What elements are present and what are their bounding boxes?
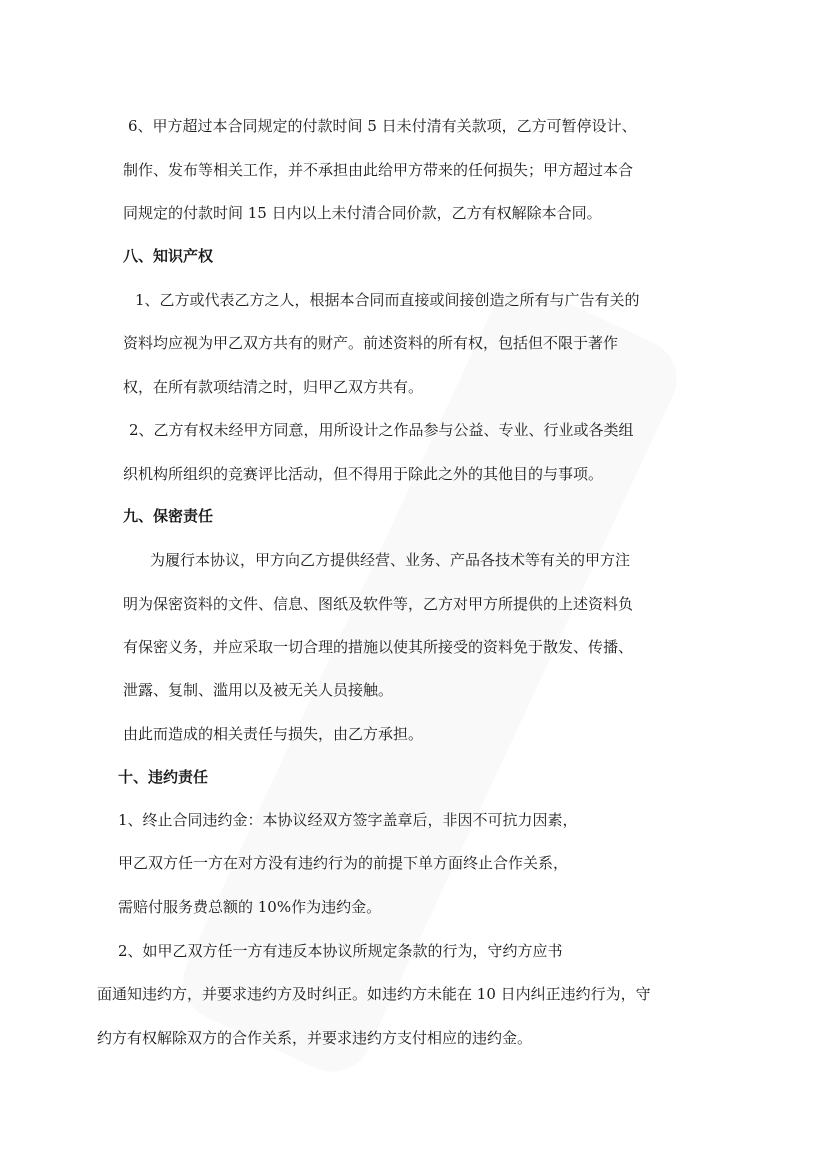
paragraph-line: 1、乙方或代表乙方之人，根据本合同而直接或间接创造之所有与广告有关的 bbox=[135, 291, 640, 309]
paragraph-line: 织机构所组织的竞赛评比活动，但不得用于除此之外的其他目的与事项。 bbox=[123, 465, 604, 483]
paragraph-line: 甲乙双方任一方在对方没有违约行为的前提下单方面终止合作关系， bbox=[118, 854, 569, 872]
paragraph-line: 2、如甲乙双方任一方有违反本协议所规定条款的行为，守约方应书 bbox=[118, 942, 563, 960]
paragraph-line: 2、乙方有权未经甲方同意，用所设计之作品参与公益、专业、行业或各类组 bbox=[129, 421, 634, 439]
paragraph-line: 约方有权解除双方的合作关系，并要求违约方支付相应的违约金。 bbox=[97, 1029, 533, 1047]
section-heading-ip: 八、知识产权 bbox=[123, 247, 214, 265]
paragraph-line: 1、终止合同违约金：本协议经双方签字盖章后，非因不可抗力因素， bbox=[118, 811, 578, 829]
paragraph-line: 为履行本协议，甲方向乙方提供经营、业务、产品各技术等有关的甲方注 bbox=[150, 551, 631, 569]
paragraph-line: 资料均应视为甲乙双方共有的财产。前述资料的所有权，包括但不限于著作 bbox=[123, 334, 619, 352]
section-heading-confidentiality: 九、保密责任 bbox=[123, 507, 214, 525]
paragraph-line: 同规定的付款时间 15 日内以上未付清合同价款，乙方有权解除本合同。 bbox=[123, 204, 602, 222]
paragraph-line: 6、甲方超过本合同规定的付款时间 5 日未付清有关款项，乙方可暂停设计、 bbox=[128, 117, 637, 135]
paragraph-line: 由此而造成的相关责任与损失，由乙方承担。 bbox=[123, 725, 424, 743]
paragraph-line: 制作、发布等相关工作，并不承担由此给甲方带来的任何损失；甲方超过本合 bbox=[123, 161, 634, 179]
section-heading-breach: 十、违约责任 bbox=[118, 768, 209, 786]
paragraph-line: 面通知违约方，并要求违约方及时纠正。如违约方未能在 10 日内纠正违约行为，守 bbox=[97, 985, 651, 1003]
paragraph-line: 有保密义务，并应采取一切合理的措施以使其所接受的资料免于散发、传播、 bbox=[123, 638, 634, 656]
paragraph-line: 需赔付服务费总额的 10%作为违约金。 bbox=[118, 898, 382, 916]
paragraph-line: 明为保密资料的文件、信息、图纸及软件等，乙方对甲方所提供的上述资料负 bbox=[123, 595, 634, 613]
paragraph-line: 权，在所有款项结清之时，归甲乙双方共有。 bbox=[123, 378, 424, 396]
paragraph-line: 泄露、复制、滥用以及被无关人员接触。 bbox=[123, 681, 394, 699]
